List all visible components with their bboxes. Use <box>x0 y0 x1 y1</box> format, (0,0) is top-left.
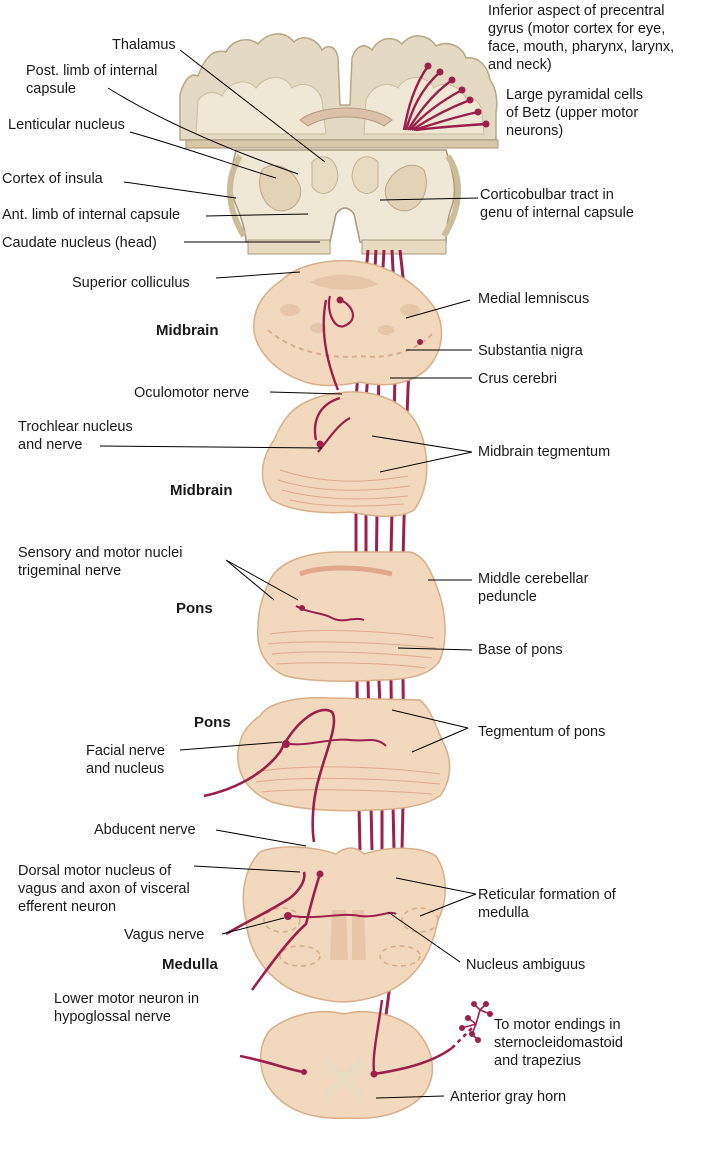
label-oculomotor-nerve: Oculomotor nerve <box>134 385 250 401</box>
midbrain-lower-outline <box>262 392 426 516</box>
label-reticular-formation: Reticular formation of medulla <box>478 887 616 921</box>
label-facial-nerve-nucleus: Facial nerve and nucleus <box>86 743 165 777</box>
label-cortex-of-insula: Cortex of insula <box>2 171 103 187</box>
section-title-midbrain-lower: Midbrain <box>170 482 233 499</box>
label-medial-lemniscus: Medial lemniscus <box>478 291 590 307</box>
label-precentral-gyrus: Inferior aspect of precentral gyrus (motor cortex for eye, face, mouth, pharynx, larynx, and neck) <box>488 3 675 73</box>
pons-lower-outline <box>238 698 450 811</box>
midbrain-lower-section <box>262 392 426 516</box>
section-title-pons-lower: Pons <box>194 714 231 731</box>
label-betz-cells: Large pyramidal cells of Betz (upper motor neurons) <box>506 87 644 139</box>
label-post-limb-internal-capsule: Post. limb of internal capsule <box>26 63 158 97</box>
label-trigeminal-nuclei: Sensory and motor nuclei trigeminal nerve <box>18 545 183 579</box>
cerebrum-section <box>180 34 498 254</box>
label-base-of-pons: Base of pons <box>478 642 563 658</box>
cerebrum-lower-face <box>186 140 498 148</box>
pons-lower-section <box>204 698 450 842</box>
label-motor-endings: To motor endings in sternocleidomastoid and trapezius <box>494 1017 623 1069</box>
label-dorsal-motor-vagus: Dorsal motor nucleus of vagus and axon of visceral efferent neuron <box>18 863 190 915</box>
label-superior-colliculus: Superior colliculus <box>72 275 190 291</box>
label-thalamus: Thalamus <box>112 37 176 53</box>
label-ant-limb-internal-capsule: Ant. limb of internal capsule <box>2 207 181 223</box>
label-corticobulbar-tract: Corticobulbar tract in genu of internal capsule <box>480 187 634 221</box>
label-hypoglossal-motor-neuron: Lower motor neuron in hypoglossal nerve <box>54 991 200 1025</box>
pons-upper-section <box>258 552 445 681</box>
section-title-pons-upper: Pons <box>176 600 213 617</box>
label-vagus-nerve: Vagus nerve <box>124 927 205 943</box>
label-nucleus-ambiguus: Nucleus ambiguus <box>466 957 586 973</box>
label-middle-cerebellar-peduncle: Middle cerebellar peduncle <box>478 571 589 605</box>
label-abducent-nerve: Abducent nerve <box>94 822 196 838</box>
label-tegmentum-of-pons: Tegmentum of pons <box>478 724 606 740</box>
label-anterior-gray-horn: Anterior gray horn <box>450 1089 567 1105</box>
pons-upper-outline <box>258 552 445 681</box>
midbrain-upper-section <box>254 261 442 390</box>
label-caudate-nucleus: Caudate nucleus (head) <box>2 235 157 251</box>
section-title-medulla: Medulla <box>162 956 218 973</box>
label-lenticular-nucleus: Lenticular nucleus <box>8 117 125 133</box>
label-substantia-nigra: Substantia nigra <box>478 343 583 359</box>
label-trochlear-nucleus: Trochlear nucleus and nerve <box>18 419 133 453</box>
spinal-cord-outline <box>261 1012 433 1119</box>
label-crus-cerebri: Crus cerebri <box>478 371 557 387</box>
label-midbrain-tegmentum: Midbrain tegmentum <box>478 444 611 460</box>
section-title-midbrain-upper: Midbrain <box>156 322 219 339</box>
